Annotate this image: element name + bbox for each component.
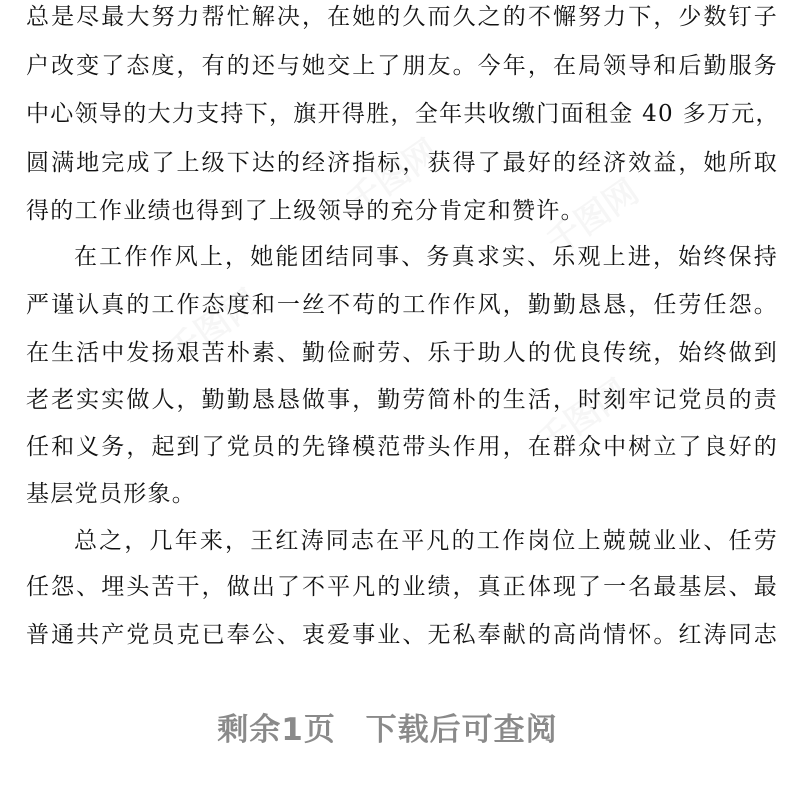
paragraph-line: 得的工作业绩也得到了上级领导的充分肯定和赞许。 [26, 198, 585, 224]
paragraph-line: 任和义务，起到了党员的先锋模范带头作用，在群众中树立了良好的 [26, 434, 778, 460]
paragraph-line: 总之，几年来，王红涛同志在平凡的工作岗位上兢兢业业、任劳 [74, 528, 778, 554]
paragraph-line: 圆满地完成了上级下达的经济指标，获得了最好的经济效益，她所取 [26, 150, 778, 176]
paragraph-line: 严谨认真的工作态度和一丝不苟的工作作风，勤勤恳恳，任劳任怨。 [26, 292, 778, 318]
remaining-pages-notice[interactable]: 剩余1页 下载后可查阅 [217, 712, 558, 748]
paragraph-line: 在生活中发扬艰苦朴素、勤俭耐劳、乐于助人的优良传统，始终做到 [26, 340, 778, 366]
paragraph-line: 任怨、埋头苦干，做出了不平凡的业绩，真正体现了一名最基层、最 [26, 574, 778, 600]
paragraph-line: 总是尽最大努力帮忙解决，在她的久而久之的不懈努力下，少数钉子 [26, 4, 778, 30]
paragraph-line: 中心领导的大力支持下，旗开得胜，全年共收缴门面租金 40 多万元， [26, 101, 780, 127]
paragraph-line: 基层党员形象。 [26, 481, 197, 507]
paragraph-line: 在工作作风上，她能团结同事、务真求实、乐观上进，始终保持 [74, 244, 778, 270]
paragraph-line: 老老实实做人，勤勤恳恳做事，勤劳简朴的生活，时刻牢记党员的责 [26, 387, 778, 413]
paragraph-line: 普通共产党员克已奉公、衷爱事业、无私奉献的高尚情怀。红涛同志 [26, 622, 778, 648]
paragraph-line: 户改变了态度，有的还与她交上了朋友。今年，在局领导和后勤服务 [26, 53, 778, 79]
